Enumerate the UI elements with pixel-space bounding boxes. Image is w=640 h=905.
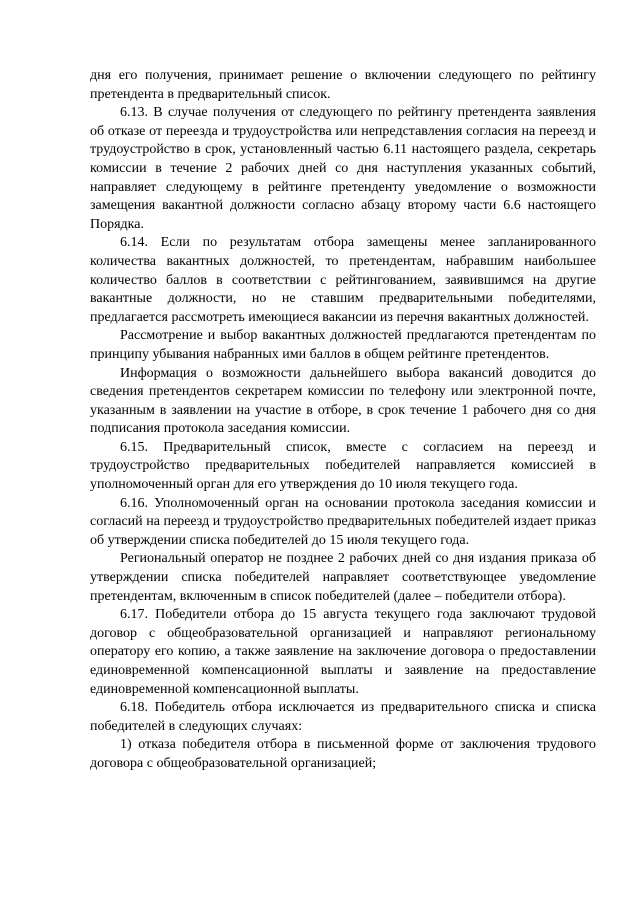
paragraph-6-18: 6.18. Победитель отбора исключается из предварительного списка и списка победителей в следующих случаях: (90, 700, 596, 734)
paragraph-continuation: дня его получения, принимает решение о включении следующего по рейтингу претендента в предварительный список. (90, 68, 596, 102)
document-page (90, 67, 596, 774)
paragraph-6-13: 6.13. В случае получения от следующего по рейтингу претендента заявления об отказе от переезда и трудоустройства или непредставления согласия на переезд и трудоустройство в срок, установленный частью 6.11 настоящего раздела, секретарь комиссии в течение 2 рабочих дней со дня наступления указанных событий, направляет следующему в рейтинге претенденту уведомление о возможности замещения вакантной должности согласно абзацу второму части 6.6 настоящего Порядка. (90, 105, 596, 232)
paragraph-6-17: 6.17. Победители отбора до 15 августа текущего года заключают трудовой договор с общеобразовательной организацией и направляют региональному оператору его копию, а также заявление на заключение договора о предоставлении единовременной компенсационной выплаты и заявление на предоставление единовременной компенсационной выплаты. (90, 607, 596, 697)
paragraph-vacancy-info: Информация о возможности дальнейшего выбора вакансий доводится до сведения претендентов секретарем комиссии по телефону или электронной почте, указанным в заявлении на участие в отборе, в срок течение 1 рабочего дня со дня подписания протокола заседания комиссии. (90, 365, 596, 437)
paragraph-6-16: 6.16. Уполномоченный орган на основании протокола заседания комиссии и согласий на переезд и трудоустройство предварительных победителей издает приказ об утверждении списка победителей до 15 июля текущего года. (90, 495, 596, 548)
list-item-1: 1) отказа победителя отбора в письменной форме от заключения трудового договора с общеобразовательной организацией; (90, 737, 596, 771)
paragraph-6-15: 6.15. Предварительный список, вместе с согласием на переезд и трудоустройство предварительных победителей направляется комиссией в уполномоченный орган для его утверждения до 10 июля текущего года. (90, 439, 596, 493)
paragraph-6-14: 6.14. Если по результатам отбора замещены менее запланированного количества вакантных должностей, то претендентам, набравшим наибольшее количество баллов в соответствии с рейтингованием, заявившимся на другие вакантные должности, но не ставшим предварительными победителями, предлагается рассмотреть имеющиеся вакансии из перечня вакантных должностей. (90, 235, 596, 325)
paragraph-vacancy-review: Рассмотрение и выбор вакантных должностей предлагаются претендентам по принципу убывания набранных ими баллов в общем рейтинге претендентов. (90, 328, 596, 362)
paragraph-regional-operator: Региональный оператор не позднее 2 рабочих дней со дня издания приказа об утверждении списка победителей направляет соответствующее уведомление претендентам, включенным в список победителей (далее – победители отбора). (90, 551, 596, 604)
